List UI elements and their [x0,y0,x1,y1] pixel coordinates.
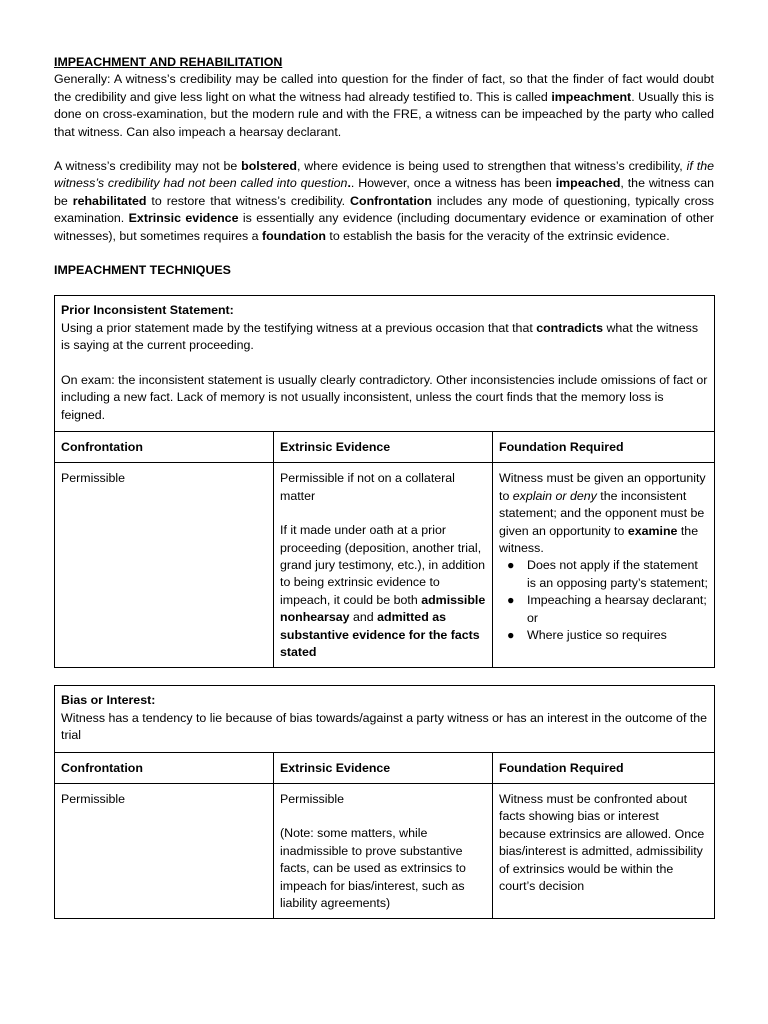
section1-confrontation-cell: Permissible [55,463,274,668]
section1-intro [55,296,715,431]
section2-title: Bias or Interest: [61,693,156,708]
bias-or-interest-table [54,685,715,919]
column-header-confrontation: Confrontation [55,752,274,783]
section2-confrontation-cell: Permissible [55,784,274,919]
column-header-extrinsic: Extrinsic Evidence [274,752,493,783]
techniques-heading: IMPEACHMENT TECHNIQUES [54,263,231,278]
section2-extrinsic-cell: Permissible (Note: some matters, while inadmissible to prove substantive facts, can be used as extrinsics to impeach for bias/interest, such as liability agreements) [274,784,493,919]
section2-foundation-cell: Witness must be confronted about facts showing bias or interest because extrinsics are allowed. Once bias/interest is admitted, admissibility of extrinsics would be within the court’s decision [493,784,715,919]
column-header-extrinsic: Extrinsic Evidence [274,431,493,462]
section1-extrinsic-cell: Permissible if not on a collateral matter If it made under oath at a prior proceeding (deposition, another trial, grand jury testimony, etc.), in addition to being extrinsic evidence to impeach, it could be both admissible nonhearsay and admitted as substantive evidence for the facts stated [274,463,493,668]
section1-foundation-cell: Witness must be given an opportunity to explain or deny the inconsistent statement; and the opponent must be given an opportunity to examine the witness. ● Does not apply if the statement is an opposing party’s statement; ● Impeaching a hearsay declarant; or ● Where justice so requires [493,463,715,668]
bolster-paragraph: A witness’s credibility may not be bolstered, where evidence is being used to strengthen that witness’s credibility, if the witness’s credibility had not been called into question.. However, once a witness has been impeached, the witness can be rehabilitated to restore that witness’s credibility. Confrontation includes any mode of questioning, typically cross examination. Extrinsic evidence is essentially any evidence (including documentary evidence or examination of other witnesses), but sometimes requires a foundation to establish the basis for the veracity of the extrinsic evidence. [54,159,714,243]
prior-inconsistent-statement-table [54,295,715,668]
column-header-foundation: Foundation Required [493,752,715,783]
intro-paragraph: Generally: A witness’s credibility may be called into question for the finder of fact, so that the finder of fact would doubt the credibility and give less light on what the witness had already testified to. This is called impeachment. Usually this is done on cross-examination, but the modern rule and with the FRE, a witness can be impeached by the party who called that witness. Can also impeach a hearsay declarant. [54,72,714,139]
list-item: ● Where justice so requires [527,627,708,644]
document-page [54,54,714,919]
section1-exam-note: On exam: the inconsistent statement is usually clearly contradictory. Other inconsistencies include omissions of fact or including a new fact. Lack of memory is not usually inconsistent, unless the court finds that the memory loss is feigned. [61,372,708,422]
section1-description: Using a prior statement made by the testifying witness at a previous occasion that that contradicts what the witness is saying at the current proceeding. [61,320,699,353]
list-item: ● Does not apply if the statement is an opposing party’s statement; [507,558,708,590]
section2-description: Witness has a tendency to lie because of bias towards/against a party witness or has an interest in the outcome of the trial [61,710,708,743]
foundation-exceptions-list [499,557,708,644]
section1-title: Prior Inconsistent Statement: [61,303,234,318]
page-heading: IMPEACHMENT AND REHABILITATION [54,55,283,69]
list-item: ● Impeaching a hearsay declarant; or [507,593,707,625]
bullet-icon: ● [507,627,515,642]
section2-intro [55,686,715,752]
column-header-confrontation: Confrontation [55,431,274,462]
bullet-icon: ● [507,593,515,608]
bullet-icon: ● [507,558,515,573]
column-header-foundation: Foundation Required [493,431,715,462]
